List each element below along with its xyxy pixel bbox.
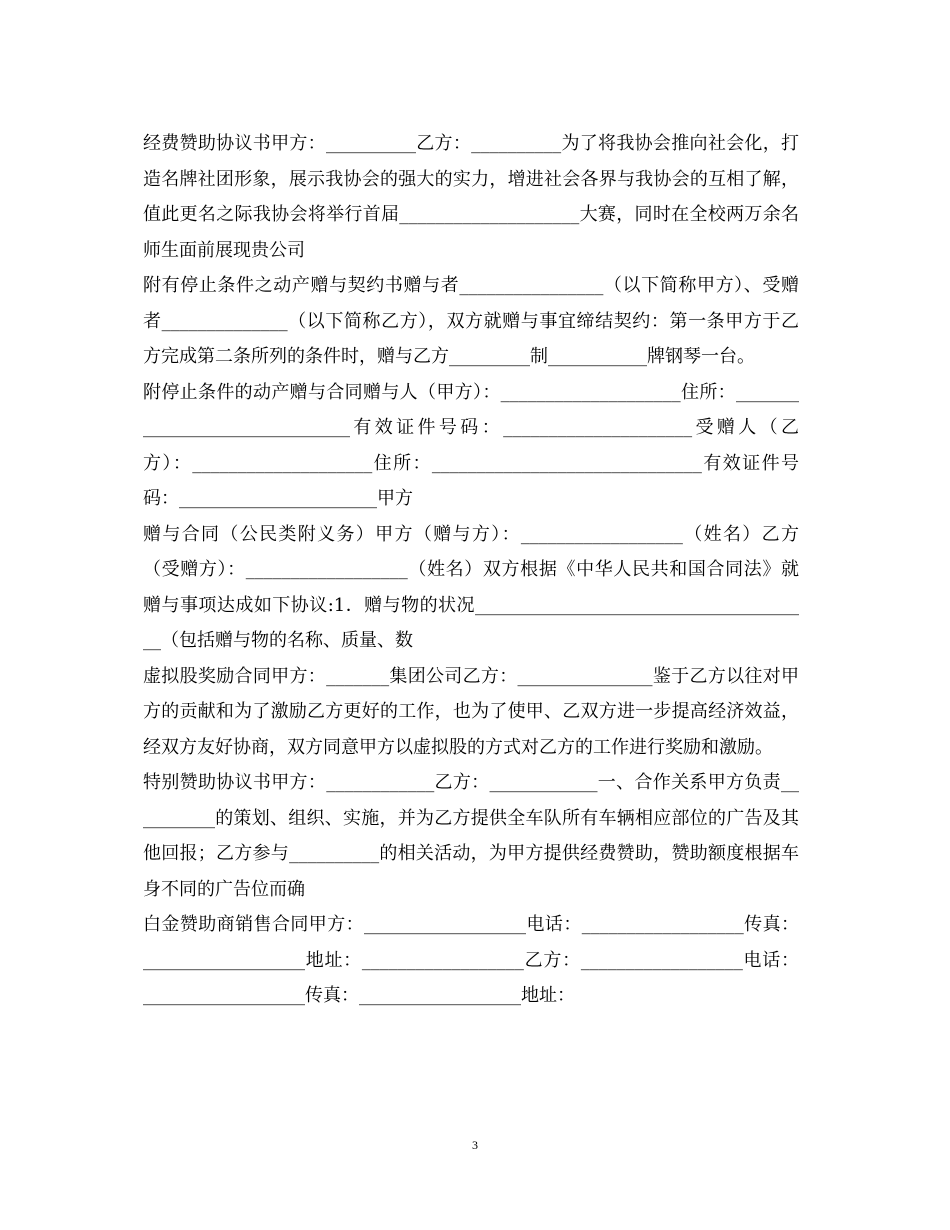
paragraph-special-sponsorship: 特别赞助协议书甲方：____________乙方：____________一、合作关系甲方负责__________的策划、组织、实施，并为乙方提供全车队所有车辆相应部位的广告及其他回报；乙方参与__________的相关活动，为甲方提供经费赞助，赞助额度根据车身不同的广告位而确: [143, 772, 799, 900]
paragraph-gift-contract-obligations: 赠与合同（公民类附义务）甲方（赠与方）：__________________（姓名）乙方（受赠方）：__________________（姓名）双方根据《中华人民共和国合同法》就赠与事项达成如下协议:1．赠与物的状况______________________________________（包括赠与物的名称、质量、数: [143, 523, 799, 651]
paragraph-virtual-stock-contract: 虚拟股奖励合同甲方：_______集团公司乙方：_______________鉴于乙方以往对甲方的贡献和为了激励乙方更好的工作，也为了使甲、乙双方进一步提高经济效益，经双方友好协商，双方同意甲方以虚拟股的方式对乙方的工作进行奖励和激励。: [143, 665, 799, 758]
paragraph-sponsorship-agreement: 经费赞助协议书甲方：__________乙方：__________为了将我协会推向社会化，打造名牌社团形象，展示我协会的强大的实力，增进社会各界与我协会的互相了解，值此更名之际我协会将举行首届____________________大赛，同时在全校两万余名师生面前展现贵公司: [143, 133, 799, 261]
page-number: 3: [472, 1138, 478, 1152]
paragraph-gift-contract-parties: 附停止条件的动产赠与合同赠与人（甲方）：____________________住所：______________________________有效证件号码：_____________________受赠人（乙方）：____________________住所：______________________________有效证件号码：______________________甲方: [143, 381, 799, 509]
paragraph-platinum-sponsor-sales: 白金赞助商销售合同甲方：__________________电话：__________________传真：__________________地址：__________________乙方：__________________电话：__________________传真：__________________地址：: [143, 914, 799, 1006]
paragraph-conditional-gift-contract: 附有停止条件之动产赠与契约书赠与者________________（以下简称甲方）、受赠者______________（以下简称乙方），双方就赠与事宜缔结契约：第一条甲方于乙方完成第二条所列的条件时，赠与乙方_________制___________牌钢琴一台。: [143, 275, 799, 367]
document-body: [143, 126, 799, 1014]
